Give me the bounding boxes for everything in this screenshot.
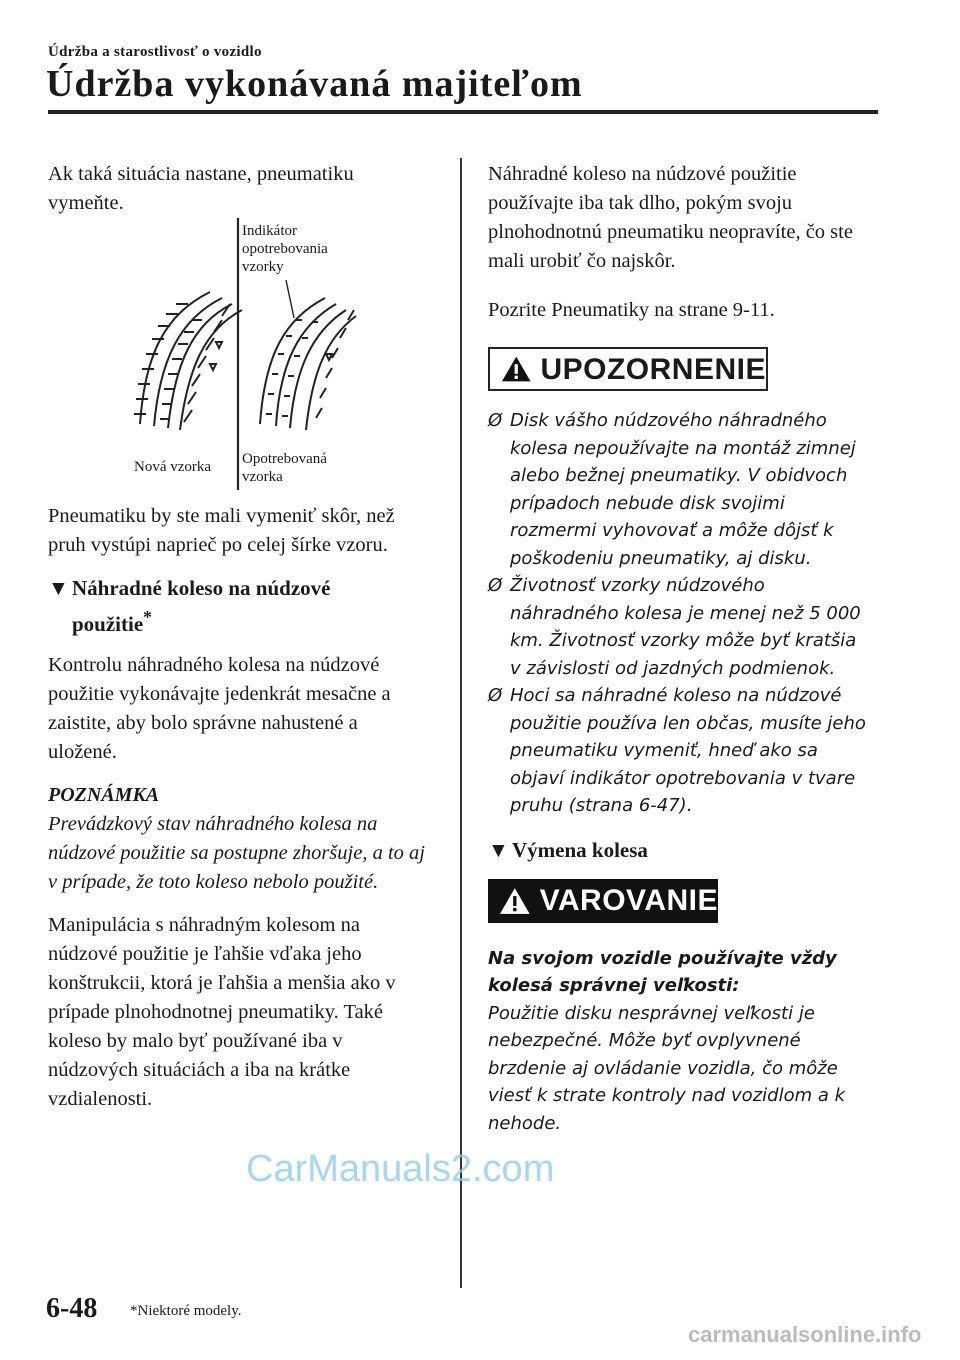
- spare-wheel-paragraph: Kontrolu náhradného kolesa na núdzové použitie vykonávajte jedenkrát mesačne a zaistite, aby bolo správne nahustené a uložené.: [48, 654, 391, 763]
- warning-icon: [498, 886, 532, 916]
- section-heading-spare-wheel: [48, 574, 426, 639]
- heading-asterisk: *: [143, 607, 152, 627]
- warning-box: [488, 879, 718, 923]
- watermark: CarManuals2.com: [246, 1148, 555, 1190]
- caution-list: [488, 407, 866, 820]
- section-heading-wheel-change: [488, 836, 866, 865]
- left-column: [48, 160, 426, 218]
- caution-label: UPOZORNENIE: [540, 352, 766, 386]
- note-title: POZNÁMKA: [48, 784, 160, 806]
- heading-line-2: použitie: [72, 612, 144, 636]
- page-number: 6-48: [46, 1293, 98, 1324]
- right-column: [488, 160, 866, 1137]
- column-divider: [460, 158, 462, 1288]
- note-block: [48, 781, 426, 897]
- list-item: Ø Disk vášho núdzového náhradného kolesa nepoužívajte na montáž zimnej alebo bežnej pneumatiky. V obidvoch prípadoch nebude disk svojimi rozmermi vyhovovať a môže dôjsť k poškodeniu pneumatiky, aj disku.: [488, 407, 866, 572]
- heading-line-1: Náhradné koleso na núdzové: [72, 576, 331, 600]
- footer-url: carmanualsonline.info: [688, 1322, 922, 1347]
- right-paragraph-1: Náhradné koleso na núdzové použitie používajte iba tak dlho, pokým svoju plnohodnotnú pneumatiku neopravíte, čo ste mali urobiť čo najskôr.: [488, 163, 853, 272]
- heading-text: Výmena kolesa: [512, 837, 648, 862]
- left-column-body: [48, 502, 426, 1114]
- new-tread-label: Nová vzorka: [134, 459, 212, 475]
- intro-paragraph: Ak taká situácia nastane, pneumatiku vymeňte.: [48, 163, 354, 214]
- footnote: *Niektoré modely.: [130, 1303, 242, 1319]
- list-item: Ø Životnosť vzorky núdzového náhradného kolesa je menej než 5 000 km. Životnosť vzorky môže byť kratšia v závislosti od jazdných podmienok.: [488, 572, 866, 682]
- list-item: Ø Hoci sa náhradné koleso na núdzové použitie používa len občas, musíte jeho pneumatiku vymeniť, hneď ako sa objaví indikátor opotrebovania v tvare pruhu (strana 6-47).: [488, 682, 866, 820]
- worn-tread-label: Opotrebovaná vzorka: [242, 451, 327, 485]
- arrow-bullet-icon: Ø: [488, 575, 503, 596]
- heading-triangle-icon: ▼: [48, 576, 69, 600]
- section-label: Údržba a starostlivosť o vozidlo: [48, 44, 262, 60]
- warning-text-block: [488, 945, 866, 1138]
- handling-paragraph: Manipulácia s náhradným kolesom na núdzové použitie je ľahšie vďaka jeho konštrukcii, ktorá je ľahšia a menšia ako v prípade plnohodnotnej pneumatiky. Také koleso by malo byť používané iba v núdzových situáciách a iba na krátke vzdialenosti.: [48, 914, 396, 1110]
- warning-body-text: Použitie disku nesprávnej veľkosti je nebezpečné. Môže byť ovplyvnené brzdenie aj ovládanie vozidla, čo môže viesť k strate kontroly nad vozidlom a k nehode.: [488, 1002, 846, 1134]
- indicator-label: Indikátor opotrebovania vzorky: [242, 223, 328, 275]
- note-body: Prevádzkový stav náhradného kolesa na núdzové použitie sa postupne zhoršuje, a to aj v prípade, že toto koleso nebolo použité.: [48, 813, 425, 893]
- caution-box: [488, 347, 768, 391]
- title-rule: [48, 110, 878, 114]
- tire-wear-figure: [120, 214, 450, 494]
- after-figure-paragraph: Pneumatiku by ste mali vymeniť skôr, než pruh vystúpi naprieč po celej šírke vzoru.: [48, 505, 395, 556]
- warning-label: VAROVANIE: [539, 884, 718, 917]
- caution-icon: [500, 354, 532, 384]
- right-paragraph-2: Pozrite Pneumatiky na strane 9-11.: [488, 299, 775, 321]
- heading-triangle-icon: ▼: [488, 837, 509, 862]
- arrow-bullet-icon: Ø: [488, 410, 503, 431]
- page-title: Údržba vykonávaná majiteľom: [46, 63, 583, 105]
- arrow-bullet-icon: Ø: [488, 685, 503, 706]
- warning-bold-text: Na svojom vozidle používajte vždy kolesá správnej veľkosti:: [488, 947, 837, 996]
